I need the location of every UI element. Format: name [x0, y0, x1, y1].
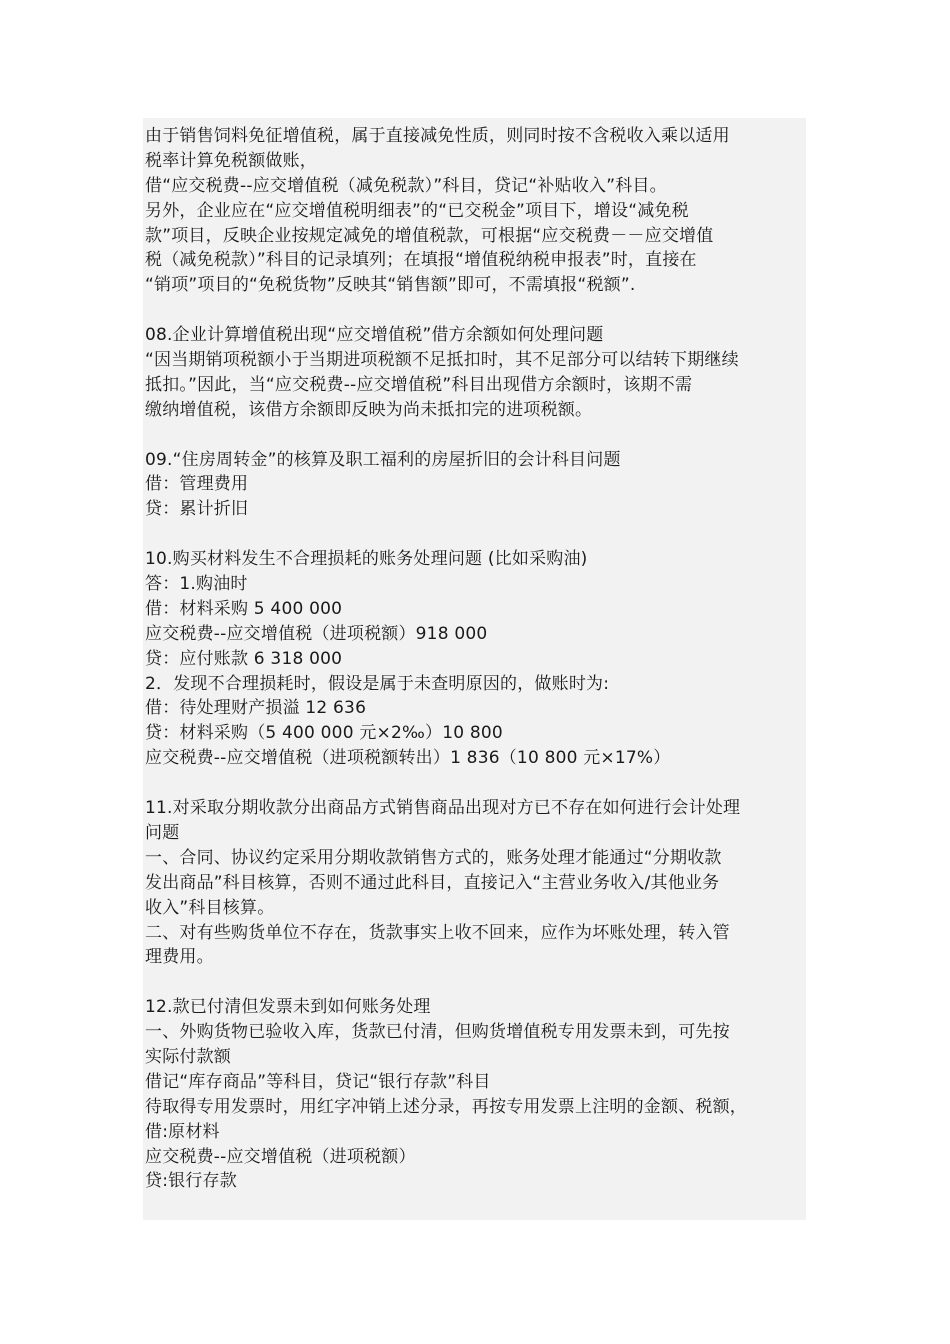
section-11-line: 二、对有些购货单位不存在，货款事实上收不回来，应作为坏账处理，转入管: [145, 922, 730, 943]
section-11-line: 理费用。: [145, 947, 214, 968]
paragraph-gap: [145, 423, 807, 448]
section-11-line: 一、合同、协议约定采用分期收款销售方式的，账务处理才能通过“分期收款: [145, 847, 722, 868]
section-10-line: 借：材料采购 5 400 000: [145, 598, 343, 619]
intro-line: 税（减免税款）”科目的记录填列；在填报“增值税纳税申报表”时，直接在: [145, 250, 697, 271]
section-10-line: 贷：材料采购（5 400 000 元×2‰）10 800: [145, 723, 503, 744]
section-title-09: 09.“住房周转金”的核算及职工福利的房屋折旧的会计科目问题: [145, 449, 621, 470]
section-10-line: 2．发现不合理损耗时，假设是属于未查明原因的，做账时为:: [145, 673, 610, 694]
paragraph-gap: [145, 970, 807, 995]
paragraph-gap: [145, 522, 807, 547]
section-10-line: 答：1.购油时: [145, 574, 248, 595]
section-12-line: 待取得专用发票时，用红字冲销上述分录，再按专用发票上注明的金额、税额，: [145, 1096, 747, 1117]
section-10-line: 应交税费--应交增值税（进项税额）918 000: [145, 623, 488, 644]
section-08-line: “因当期销项税额小于当期进项税额不足抵扣时，其不足部分可以结转下期继续: [145, 350, 739, 371]
section-12-line: 实际付款额: [145, 1046, 231, 1067]
intro-line: 税率计算免税额做账，: [145, 150, 317, 171]
section-title-11: 11.对采取分期收款分出商品方式销售商品出现对方已不存在如何进行会计处理: [145, 798, 741, 819]
section-11-line: 收入”科目核算。: [145, 897, 275, 918]
intro-line: 款”项目，反映企业按规定减免的增值税款，可根据“应交税费－－应交增值: [145, 225, 714, 246]
section-12-line: 应交税费--应交增值税（进项税额）: [145, 1146, 416, 1167]
section-09-line: 贷：累计折旧: [145, 499, 249, 520]
paragraph-gap: [145, 298, 807, 323]
section-12-line: 一、外购货物已验收入库，货款已付清，但购货增值税专用发票未到，可先按: [145, 1022, 730, 1043]
section-11-line: 问题: [145, 822, 180, 843]
section-10-line: 应交税费--应交增值税（进项税额转出）1 836（10 800 元×17%）: [145, 748, 671, 769]
section-10-line: 贷：应付账款 6 318 000: [145, 648, 343, 669]
section-08-line: 缴纳增值税，该借方余额即反映为尚未抵扣完的进项税额。: [145, 399, 593, 420]
section-11-line: 发出商品”科目核算，否则不通过此科目，直接记入“主营业务收入/其他业务: [145, 872, 720, 893]
section-12-line: 贷:银行存款: [145, 1171, 237, 1192]
section-title-10: 10.购买材料发生不合理损耗的账务处理问题 (比如采购油): [145, 549, 588, 570]
paragraph-gap: [145, 771, 807, 796]
intro-line: 借“应交税费--应交增值税（减免税款）”科目，贷记“补贴收入”科目。: [145, 175, 667, 196]
section-title-12: 12.款已付清但发票未到如何账务处理: [145, 997, 431, 1018]
document-body: [145, 124, 807, 1194]
intro-line: 由于销售饲料免征增值税，属于直接减免性质，则同时按不含税收入乘以适用: [145, 126, 730, 146]
intro-line: 另外，企业应在“应交增值税明细表”的“已交税金”项目下，增设“减免税: [145, 200, 689, 221]
section-08-line: 抵扣。”因此，当“应交税费--应交增值税”科目出现借方余额时，该期不需: [145, 374, 693, 395]
section-09-line: 借：管理费用: [145, 474, 249, 495]
section-12-line: 借:原材料: [145, 1121, 220, 1142]
section-title-08: 08.企业计算增值税出现“应交增值税”借方余额如何处理问题: [145, 325, 604, 346]
intro-line: “销项”项目的“免税货物”反映其“销售额”即可，不需填报“税额”.: [145, 275, 636, 296]
section-12-line: 借记“库存商品”等科目，贷记“银行存款”科目: [145, 1071, 491, 1092]
section-10-line: 借：待处理财产损溢 12 636: [145, 698, 367, 719]
